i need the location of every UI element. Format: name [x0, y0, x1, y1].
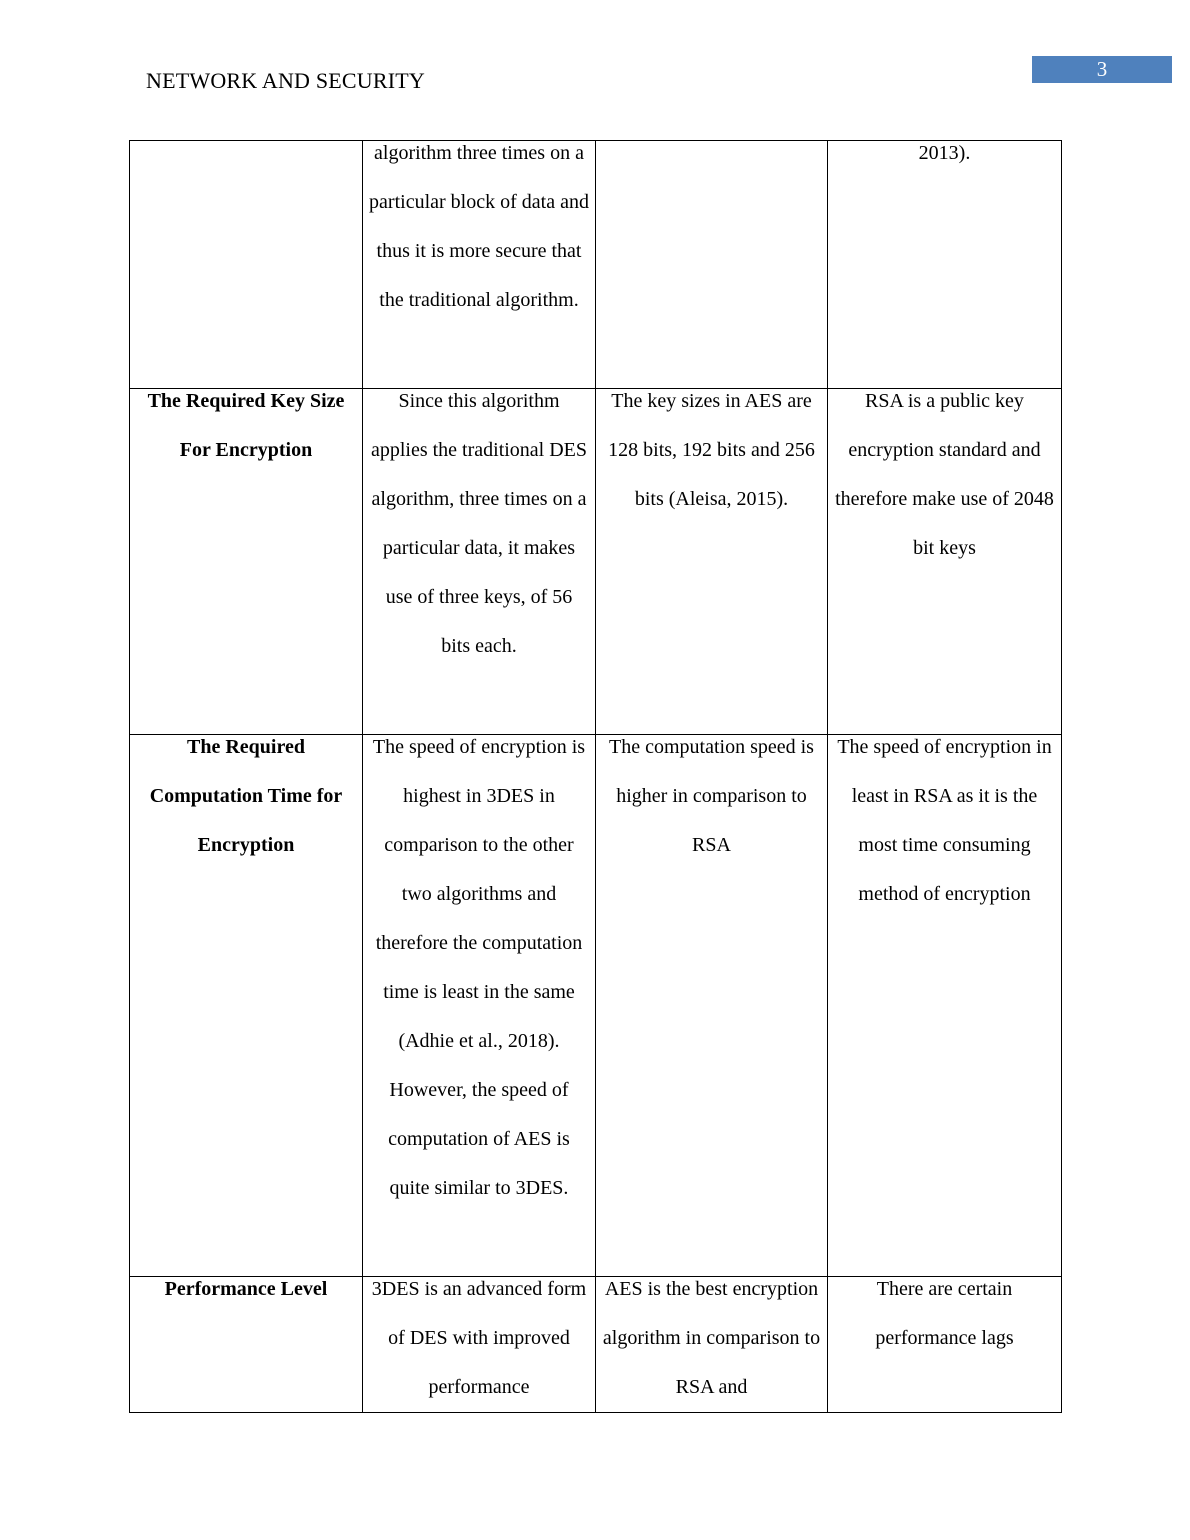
table-row — [130, 389, 1062, 735]
page-number: 3 — [1032, 56, 1172, 83]
aes-cell — [596, 141, 828, 389]
3des-text: 3DES is an advanced form of DES with improved performance — [371, 1278, 587, 1398]
aes-text: The computation speed is higher in comparison to RSA — [609, 736, 814, 856]
comparison-table — [129, 140, 1062, 1413]
3des-text: algorithm three times on a particular block of data and thus it is more secure that the traditional algorithm. — [369, 142, 589, 311]
rsa-cell — [828, 141, 1062, 389]
aes-text: AES is the best encryption algorithm in comparison to RSA and — [602, 1278, 821, 1398]
rsa-text: 2013). — [918, 142, 971, 164]
3des-cell — [363, 389, 596, 735]
3des-cell — [363, 1277, 596, 1413]
rsa-text: There are certain performance lags — [875, 1278, 1014, 1349]
rsa-cell — [828, 389, 1062, 735]
aes-cell — [596, 389, 828, 735]
row-label-text: Performance Level — [164, 1278, 328, 1300]
rsa-text: RSA is a public key encryption standard and therefore make use of 2048 bit keys — [835, 390, 1054, 559]
rsa-cell — [828, 735, 1062, 1277]
3des-text: Since this algorithm applies the traditional DES algorithm, three times on a particular data, it makes use of three keys, of 56 bits each. — [370, 390, 588, 657]
row-label-cell — [130, 735, 363, 1277]
row-label-text: The Required Computation Time for Encryption — [149, 736, 343, 856]
row-label-cell — [130, 389, 363, 735]
table-row — [130, 1277, 1062, 1413]
aes-cell — [596, 735, 828, 1277]
aes-text: The key sizes in AES are 128 bits, 192 bits and 256 bits (Aleisa, 2015). — [608, 390, 815, 510]
aes-cell — [596, 1277, 828, 1413]
table-row — [130, 735, 1062, 1277]
running-header-title: NETWORK AND SECURITY — [146, 68, 425, 93]
row-label-cell — [130, 141, 363, 389]
table-row — [130, 141, 1062, 389]
rsa-cell — [828, 1277, 1062, 1413]
3des-cell — [363, 735, 596, 1277]
3des-text: The speed of encryption is highest in 3DES in comparison to the other two algorithms and therefore the computation time is least in the same (Adhie et al., 2018). However, the speed of computation of AES is quite similar to 3DES. — [372, 736, 586, 1199]
3des-cell — [363, 141, 596, 389]
row-label-text: The Required Key Size For Encryption — [147, 390, 345, 461]
rsa-text: The speed of encryption in least in RSA as it is the most time consuming method of encryption — [837, 736, 1052, 905]
row-label-cell — [130, 1277, 363, 1413]
